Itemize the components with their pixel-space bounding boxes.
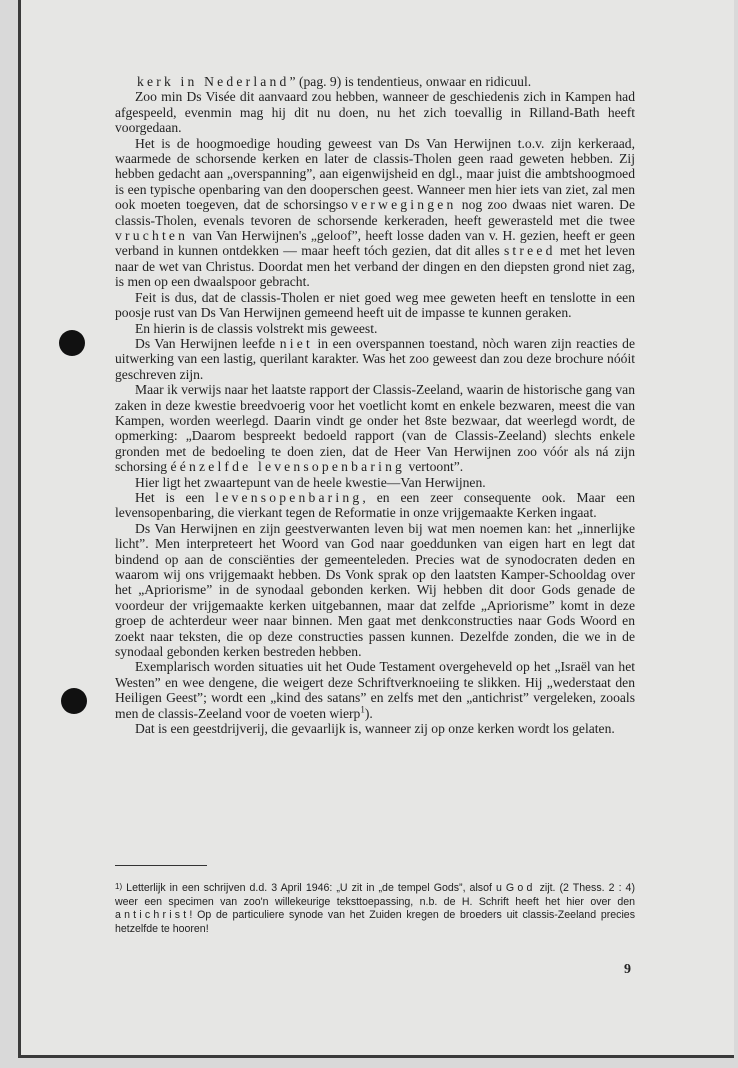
spaced-emphasis: éénzelfde levensopenbaring [170, 459, 406, 475]
spaced-emphasis: levensopenbaring [215, 489, 363, 505]
text-run: Ds Van Herwijnen en zijn geestverwanten leven bij wat men noemen kan: het „innerlijke licht”. Men interpreteert het Woord van God naar goeddunken van eigen hart en legt dat bindend op aan de consciënties der gemeenteleden. Precies wat de synodocraten deden en waarom wij ons vrijgemaakt hebben. Ds Vonk sprak op den laatsten Kamper-Schooldag over het „Apriorisme” in de synodaal gebonden kerken. Wij hebben dit door Gods genade de voordeur der vrijgemaakte kerken uitgebannen, maar dat zelfde „Apriorisme” komt in deze groep de achterdeur weer naar binnen. Men gaat met denkconstructies naar Gods Woord en zoekt naar teksten, die op deze constructies passen kunnen. Dezelfde zonden, die we in de synodaal gebonden kerken bestreden hebben. [115, 520, 635, 660]
spaced-emphasis: vruchten [115, 228, 189, 244]
footnote-text [115, 882, 635, 935]
paragraph [115, 475, 635, 490]
text-run: Maar ik verwijs naar het laatste rapport der Classis-Zeeland, waarin de historische gang van zaken in deze kwestie breedvoerig voor het voetlicht komt en enkele bezwaren, meest die van Kampen, worden weerlegd. Daarin vindt ge onder het 8ste bezwaar, dat weerlegd wordt, de opmerking: „Daarom bespreekt bedoeld rapport (van de Classis-Zeeland) slechts enkele gronden met de bedoeling te doen zien, dat de Heer Van Herwijnen zoo vóór als ná zijn schorsing [115, 382, 635, 475]
text-run: Het is de hoogmoedige houding geweest van Ds Van Herwijnen t.o.v. zijn kerkeraad, waarmede de schorsende kerken en later de classis-Tholen geen raad geweten hebben. Zij hebben gedacht aan „overspanning”, aan eigenwijsheid en dgl., maar juist die ambtshoogmoed is een typische openbaring van den dooperschen geest. Wanneer men hier iets van ziet, zal men ook moeten toegeven, dat de schorsings [115, 135, 635, 213]
text-run: Zoo min Ds Visée dit aanvaard zou hebben, wanneer de geschiedenis zich in Kampen had afgespeeld, evenmin mag hij dit nu doen, nu het zich toevallig in Rilland-Bath heeft voorgedaan. [115, 89, 635, 136]
paragraph [115, 74, 635, 89]
text-run: nog zoo dwaas niet waren. De classis-Tholen, evenals tevoren de schorsende kerkeraden, heeft gewerasteld met die twee [115, 197, 635, 228]
footnote-separator [115, 865, 207, 866]
footnote-marker: 1) [115, 882, 123, 891]
footnote [115, 880, 635, 936]
paragraph [115, 336, 635, 382]
text-run: Ds Van Herwijnen leefde [135, 335, 280, 351]
text-run: ” (pag. 9) is tendentieus, onwaar en ridicuul. [289, 74, 532, 89]
text-run: ). [364, 705, 373, 721]
text-run: Exemplarisch worden situaties uit het Oude Testament overgeheveld op het „Israël van het Westen” en wee dengene, die weigert deze Schriftverknoeiing te slikken. Hij „wederstaat den Heiligen Geest”; wordt een „kind des satans” en zelfs met den „antichrist” vergeleken, zooals men de classis-Zeeland voor de voeten wierp [115, 659, 635, 721]
page-number: 9 [624, 962, 631, 977]
spaced-emphasis: streed [503, 243, 556, 259]
text-run: zijt. (2 Thess. 2 : 4) weer een specimen van zoo'n willekeurige teksttoepassing, n.b. de H. Schrift heeft het hier over den [115, 882, 635, 908]
paragraph [115, 659, 635, 721]
body-text [115, 74, 635, 736]
text-run: in een overspannen toestand, nòch waren zijn reacties de uitwerking van een lastig, querilant karakter. Was het zoo geweest dan zou deze brochure nóóit geschreven zijn. [115, 335, 635, 382]
text-run: Dat is een geestdrijverij, die gevaarlijk is, wanneer zij op onze kerken wordt los gelaten. [135, 721, 615, 737]
spaced-emphasis: overwegingen [341, 197, 457, 213]
paragraph [115, 382, 635, 474]
text-run: ! Op de particuliere synode van het Zuiden kregen de broeders uit classis-Zeeland precies hetzelfde te hooren! [115, 909, 635, 935]
paragraph [115, 321, 635, 336]
text-run: En hierin is de classis volstrekt mis geweest. [135, 320, 378, 336]
punch-hole [59, 330, 85, 356]
paragraph [115, 721, 635, 736]
paragraph [115, 89, 635, 135]
text-run: , en een zeer consequente ook. Maar een levensopenbaring, die vierkant tegen de Reformatie in onze vrijgemaakte Kerken ingaat. [115, 489, 635, 521]
scanned-page [18, 0, 734, 1058]
text-run: Het is een [135, 489, 216, 505]
footnote-reference: 1 [360, 704, 365, 715]
paragraph [115, 136, 635, 290]
punch-hole [61, 688, 87, 714]
spaced-emphasis: kerk in Nederland [137, 74, 290, 89]
paragraph [115, 490, 635, 521]
paragraph [115, 521, 635, 660]
spaced-emphasis: antichrist [115, 909, 190, 922]
spaced-emphasis: niet [279, 335, 313, 351]
spaced-emphasis: God [505, 882, 536, 894]
text-run: Letterlijk in een schrijven d.d. 3 April 1946: „U zit in „de tempel Gods”, alsof u [126, 882, 506, 894]
text-run: vertoont”. [405, 459, 464, 475]
text-run: Hier ligt het zwaartepunt van de heele kwestie—Van Herwijnen. [135, 474, 486, 490]
paragraph [115, 290, 635, 321]
text-run: van Van Herwijnen's „geloof”, heeft losse daden van v. H. gezien, heeft er geen verband in kunnen ontdekken — maar heeft tóch gezien, dat dit alles [115, 228, 635, 259]
text-run: met het leven naar de wet van Christus. Doordat men het verband der dingen en den diepsten grond niet zag, is men op een dwaalspoor gebracht. [115, 243, 636, 290]
text-run: Feit is dus, dat de classis-Tholen er niet goed weg mee geweten heeft en tenslotte in een poosje rust van Ds Van Herwijnen gemeend heeft uit de impasse te kunnen geraken. [115, 289, 635, 321]
